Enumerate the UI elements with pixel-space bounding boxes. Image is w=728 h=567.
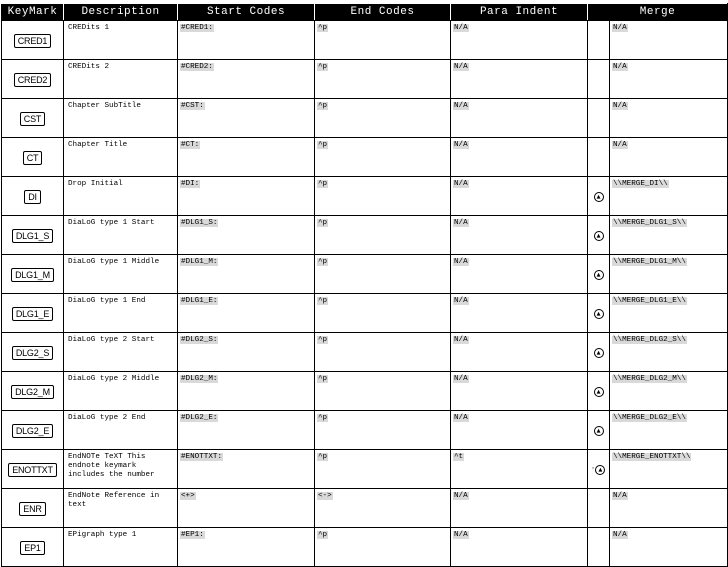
keymark-cell: [2, 411, 64, 450]
end-code: ^p: [318, 258, 328, 266]
table-body: [2, 21, 728, 567]
para-indent-cell: [451, 177, 588, 216]
end-codes-cell: [315, 99, 451, 138]
keymark-key: CRED1: [14, 34, 52, 48]
merge-icon-cell: [588, 333, 610, 372]
end-codes-cell: [315, 60, 451, 99]
para-indent-cell: [451, 489, 588, 528]
keymark-cell: [2, 333, 64, 372]
start-code: #DLG2_E:: [181, 414, 218, 422]
para-indent-cell: [451, 60, 588, 99]
start-codes-cell: [178, 489, 315, 528]
merge-icon-cell: [588, 216, 610, 255]
start-code: #CRED2:: [181, 63, 213, 71]
merge-icon-cell: [588, 411, 610, 450]
description-cell: DiaLoG type 2 Middle: [64, 372, 178, 411]
keymark-key: DLG2_M: [11, 385, 54, 399]
para-indent-value: N/A: [454, 180, 468, 188]
merge-icon: ▲: [594, 425, 604, 435]
start-code: #DLG2_S:: [181, 336, 218, 344]
para-indent-value: N/A: [454, 375, 468, 383]
merge-cell: [610, 411, 728, 450]
header-end-codes: End Codes: [315, 4, 451, 21]
para-indent-cell: [451, 216, 588, 255]
merge-cell: [610, 216, 728, 255]
merge-value: \\MERGE_DI\\: [613, 180, 668, 188]
merge-cell: [610, 255, 728, 294]
description-cell: DiaLoG type 1 End: [64, 294, 178, 333]
endnote-merge-icon: · ▲: [592, 464, 606, 474]
para-indent-cell: [451, 411, 588, 450]
table-row: [2, 216, 728, 255]
description-cell: DiaLoG type 2 Start: [64, 333, 178, 372]
para-indent-value: N/A: [454, 258, 468, 266]
start-code: #ENOTTXT:: [181, 453, 223, 461]
merge-icon-cell: [588, 255, 610, 294]
table-row: [2, 255, 728, 294]
merge-cell: [610, 177, 728, 216]
keymark-cell: [2, 60, 64, 99]
merge-cell: [610, 294, 728, 333]
header-start-codes: Start Codes: [178, 4, 315, 21]
para-indent-cell: [451, 528, 588, 567]
merge-icon: ▲: [594, 230, 604, 240]
merge-icon-cell: [588, 177, 610, 216]
merge-icon-cell: [588, 60, 610, 99]
description-cell: Chapter SubTitle: [64, 99, 178, 138]
table-row: [2, 489, 728, 528]
start-codes-cell: [178, 294, 315, 333]
table-row: [2, 450, 728, 489]
merge-icon: ▲: [594, 191, 604, 201]
start-codes-cell: [178, 255, 315, 294]
start-code: #DLG2_M:: [181, 375, 218, 383]
para-indent-value: ^t: [454, 453, 464, 461]
merge-cell: [610, 99, 728, 138]
description-cell: DiaLoG type 1 Start: [64, 216, 178, 255]
merge-cell: [610, 450, 728, 489]
merge-icon-cell: [588, 528, 610, 567]
keymark-cell: [2, 528, 64, 567]
keymark-key: ENOTTXT: [8, 463, 57, 477]
keymark-key: DLG1_S: [12, 229, 53, 243]
start-codes-cell: [178, 411, 315, 450]
start-code: #CRED1:: [181, 24, 213, 32]
start-code: #CST:: [181, 102, 204, 110]
start-codes-cell: [178, 60, 315, 99]
end-codes-cell: [315, 411, 451, 450]
keymark-cell: [2, 489, 64, 528]
para-indent-value: N/A: [454, 336, 468, 344]
description-cell: DiaLoG type 2 End: [64, 411, 178, 450]
header-row: [2, 4, 728, 21]
start-codes-cell: [178, 99, 315, 138]
merge-cell: [610, 21, 728, 60]
table-row: [2, 99, 728, 138]
merge-icon-cell: [588, 294, 610, 333]
end-codes-cell: [315, 528, 451, 567]
end-codes-cell: [315, 255, 451, 294]
para-indent-value: N/A: [454, 531, 468, 539]
table-row: [2, 294, 728, 333]
table-row: [2, 138, 728, 177]
end-code: ^p: [318, 63, 328, 71]
para-indent-cell: [451, 138, 588, 177]
keymark-key: DLG1_M: [11, 268, 54, 282]
end-code: ^p: [318, 219, 328, 227]
end-codes-cell: [315, 333, 451, 372]
description-cell: EPigraph type 1: [64, 528, 178, 567]
description-cell: CREDits 1: [64, 21, 178, 60]
end-code: ^p: [318, 414, 328, 422]
keymark-key: DI: [24, 190, 41, 204]
para-indent-cell: [451, 294, 588, 333]
merge-icon-cell: [588, 21, 610, 60]
para-indent-cell: [451, 450, 588, 489]
keymark-key: ENR: [19, 502, 45, 516]
end-codes-cell: [315, 489, 451, 528]
end-codes-cell: [315, 21, 451, 60]
keymark-cell: [2, 255, 64, 294]
end-codes-cell: [315, 372, 451, 411]
description-cell: EndNOTe TeXT This endnote keymark includes the number: [64, 450, 178, 489]
description-cell: DiaLoG type 1 Middle: [64, 255, 178, 294]
end-code: ^p: [318, 375, 328, 383]
end-codes-cell: [315, 294, 451, 333]
start-code: #DLG1_S:: [181, 219, 218, 227]
table-row: [2, 333, 728, 372]
keymark-table: [1, 3, 728, 567]
start-codes-cell: [178, 528, 315, 567]
keymark-cell: [2, 138, 64, 177]
keymark-key: DLG2_E: [12, 424, 53, 438]
merge-value: N/A: [613, 531, 627, 539]
para-indent-value: N/A: [454, 24, 468, 32]
header-merge: Merge: [588, 4, 728, 21]
merge-icon: ▲: [594, 269, 604, 279]
table-row: [2, 21, 728, 60]
merge-value: \\MERGE_DLG2_E\\: [613, 414, 686, 422]
para-indent-cell: [451, 255, 588, 294]
end-code: ^p: [318, 180, 328, 188]
para-indent-cell: [451, 21, 588, 60]
keymark-key: CST: [20, 112, 45, 126]
keymark-key: EP1: [20, 541, 44, 555]
end-code: ^p: [318, 297, 328, 305]
merge-icon: ▲: [594, 386, 604, 396]
description-cell: CREDits 2: [64, 60, 178, 99]
table-row: [2, 528, 728, 567]
header-keymark: KeyMark: [2, 4, 64, 21]
table-row: [2, 60, 728, 99]
start-code: #DLG1_E:: [181, 297, 218, 305]
start-code: #CT:: [181, 141, 200, 149]
start-codes-cell: [178, 21, 315, 60]
start-codes-cell: [178, 216, 315, 255]
description-cell: Drop Initial: [64, 177, 178, 216]
merge-value: \\MERGE_DLG2_M\\: [613, 375, 686, 383]
start-codes-cell: [178, 177, 315, 216]
start-codes-cell: [178, 372, 315, 411]
start-codes-cell: [178, 333, 315, 372]
end-codes-cell: [315, 177, 451, 216]
merge-value: N/A: [613, 141, 627, 149]
para-indent-value: N/A: [454, 63, 468, 71]
end-code: ^p: [318, 531, 328, 539]
end-code: ^p: [318, 453, 328, 461]
para-indent-value: N/A: [454, 414, 468, 422]
para-indent-value: N/A: [454, 141, 468, 149]
merge-icon-cell: [588, 450, 610, 489]
end-code: ^p: [318, 24, 328, 32]
keymark-cell: [2, 177, 64, 216]
end-codes-cell: [315, 450, 451, 489]
table-row: [2, 177, 728, 216]
header-para-indent: Para Indent: [451, 4, 588, 21]
end-code: <->: [318, 492, 332, 500]
start-code: <+>: [181, 492, 195, 500]
merge-value: \\MERGE_DLG1_E\\: [613, 297, 686, 305]
para-indent-value: N/A: [454, 492, 468, 500]
merge-value: \\MERGE_DLG1_M\\: [613, 258, 686, 266]
start-code: #DI:: [181, 180, 200, 188]
end-codes-cell: [315, 216, 451, 255]
keymark-cell: [2, 216, 64, 255]
merge-icon: ▲: [594, 347, 604, 357]
table-row: [2, 372, 728, 411]
merge-cell: [610, 333, 728, 372]
start-code: #DLG1_M:: [181, 258, 218, 266]
merge-value: \\MERGE_DLG1_S\\: [613, 219, 686, 227]
merge-cell: [610, 60, 728, 99]
start-codes-cell: [178, 138, 315, 177]
para-indent-cell: [451, 372, 588, 411]
merge-icon-cell: [588, 372, 610, 411]
keymark-key: DLG2_S: [12, 346, 53, 360]
para-indent-value: N/A: [454, 219, 468, 227]
merge-cell: [610, 138, 728, 177]
merge-icon-cell: [588, 489, 610, 528]
keymark-key: CT: [23, 151, 43, 165]
para-indent-cell: [451, 333, 588, 372]
keymark-key: DLG1_E: [12, 307, 53, 321]
merge-icon-cell: [588, 138, 610, 177]
merge-icon: ▲: [594, 308, 604, 318]
keymark-cell: [2, 99, 64, 138]
merge-cell: [610, 372, 728, 411]
keymark-cell: [2, 294, 64, 333]
para-indent-cell: [451, 99, 588, 138]
description-cell: Chapter Title: [64, 138, 178, 177]
keymark-cell: [2, 450, 64, 489]
merge-value: N/A: [613, 63, 627, 71]
para-indent-value: N/A: [454, 297, 468, 305]
end-code: ^p: [318, 141, 328, 149]
start-codes-cell: [178, 450, 315, 489]
keymark-cell: [2, 21, 64, 60]
merge-value: \\MERGE_DLG2_S\\: [613, 336, 686, 344]
merge-value: N/A: [613, 102, 627, 110]
merge-cell: [610, 528, 728, 567]
end-codes-cell: [315, 138, 451, 177]
start-code: #EP1:: [181, 531, 204, 539]
merge-icon-cell: [588, 99, 610, 138]
table-row: [2, 411, 728, 450]
description-cell: EndNote Reference in text: [64, 489, 178, 528]
merge-cell: [610, 489, 728, 528]
merge-value: N/A: [613, 492, 627, 500]
para-indent-value: N/A: [454, 102, 468, 110]
keymark-key: CRED2: [14, 73, 52, 87]
merge-value: N/A: [613, 24, 627, 32]
header-description: Description: [64, 4, 178, 21]
end-code: ^p: [318, 102, 328, 110]
end-code: ^p: [318, 336, 328, 344]
merge-value: \\MERGE_ENOTTXT\\: [613, 453, 691, 461]
keymark-cell: [2, 372, 64, 411]
